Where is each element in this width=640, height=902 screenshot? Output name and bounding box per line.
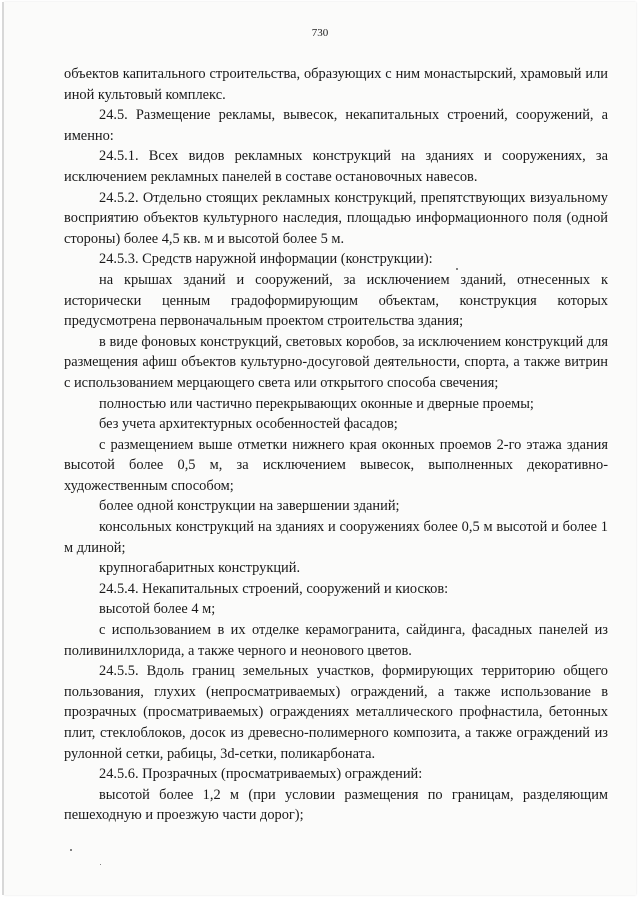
list-item-large: крупногабаритных конструкций. [99, 560, 301, 577]
paragraph-24-5: 24.5. Размещение рекламы, вывесок, некапитальных строений, сооружений, а именно: [64, 107, 608, 144]
scan-speck [100, 864, 101, 865]
list-item-console: консольных конструкций на зданиях и сооружениях более 0,5 м высотой и более 1 м длиной; [64, 519, 608, 556]
document-page [4, 2, 636, 895]
paragraph-24-5-6: 24.5.6. Прозрачных (просматриваемых) ограждений: [99, 766, 423, 783]
list-item-roofs: на крышах зданий и сооружений, за исключением зданий, отнесенных к исторически ценным градоформирующим объектам, конструкция которых предусмотрена первоначальным проектом строительства здания; [64, 271, 608, 330]
document-body [64, 64, 608, 826]
list-item-window-door-overlap: полностью или частично перекрывающих оконные и дверные проемы; [99, 395, 534, 412]
paragraph-24-5-5: 24.5.5. Вдоль границ земельных участков, формирующих территорию общего пользования, глухих (непросматриваемых) ограждений, а также использование в прозрачных (просматриваемых) ограждениях металлического профнастила, бетонных плит, стеклоблоков, досок из древесно-полимерного композита, а также ограждений из рулонной сетки, рабицы, 3d-сетки, поликарбоната. [64, 663, 608, 762]
paragraph-24-5-4: 24.5.4. Некапитальных строений, сооружений и киосков: [99, 580, 449, 597]
paragraph-24-5-2: 24.5.2. Отдельно стоящих рекламных конструкций, препятствующих визуальному восприятию объектов культурного наследия, площадью информационного поля (одной стороны) более 4,5 кв. м и высотой более 5 м. [64, 189, 608, 247]
paragraph-continuation: объектов капитального строительства, образующих с ним монастырский, храмовый или иной культовый комплекс. [64, 66, 608, 103]
list-item-height-1-2m: высотой более 1,2 м (при условии размещения по границам, разделяющим пешеходную и проезжую части дорог); [64, 786, 608, 824]
list-item-height-4m: высотой более 4 м; [99, 601, 216, 618]
list-item-background-constructions: в виде фоновых конструкций, световых коробов, за исключением конструкций для размещения афиш объектов культурно-досуговой деятельности, спорта, а также витрин с использованием мерцающего света или открытого способа свечения; [64, 333, 608, 391]
paragraph-24-5-3: 24.5.3. Средств наружной информации (конструкции): [99, 251, 433, 268]
list-item-second-floor: с размещением выше отметки нижнего края оконных проемов 2-го этажа здания высотой более 0,5 м, за исключением вывесок, выполненных декоративно-художественным способом; [64, 436, 608, 494]
paragraph-24-5-1: 24.5.1. Всех видов рекламных конструкций на зданиях и сооружениях, за исключением рекламных панелей в составе остановочных навесов. [64, 148, 608, 185]
list-item-finishing: с использованием в их отделке керамогранита, сайдинга, фасадных панелей из поливинилхлорида, а также черного и неонового цветов. [64, 622, 608, 659]
list-item-building-top: более одной конструкции на завершении зданий; [99, 498, 400, 515]
page-number: 730 [311, 27, 329, 39]
scan-speck [456, 268, 458, 270]
list-item-architecture: без учета архитектурных особенностей фасадов; [99, 416, 398, 433]
scan-speck [70, 849, 72, 851]
